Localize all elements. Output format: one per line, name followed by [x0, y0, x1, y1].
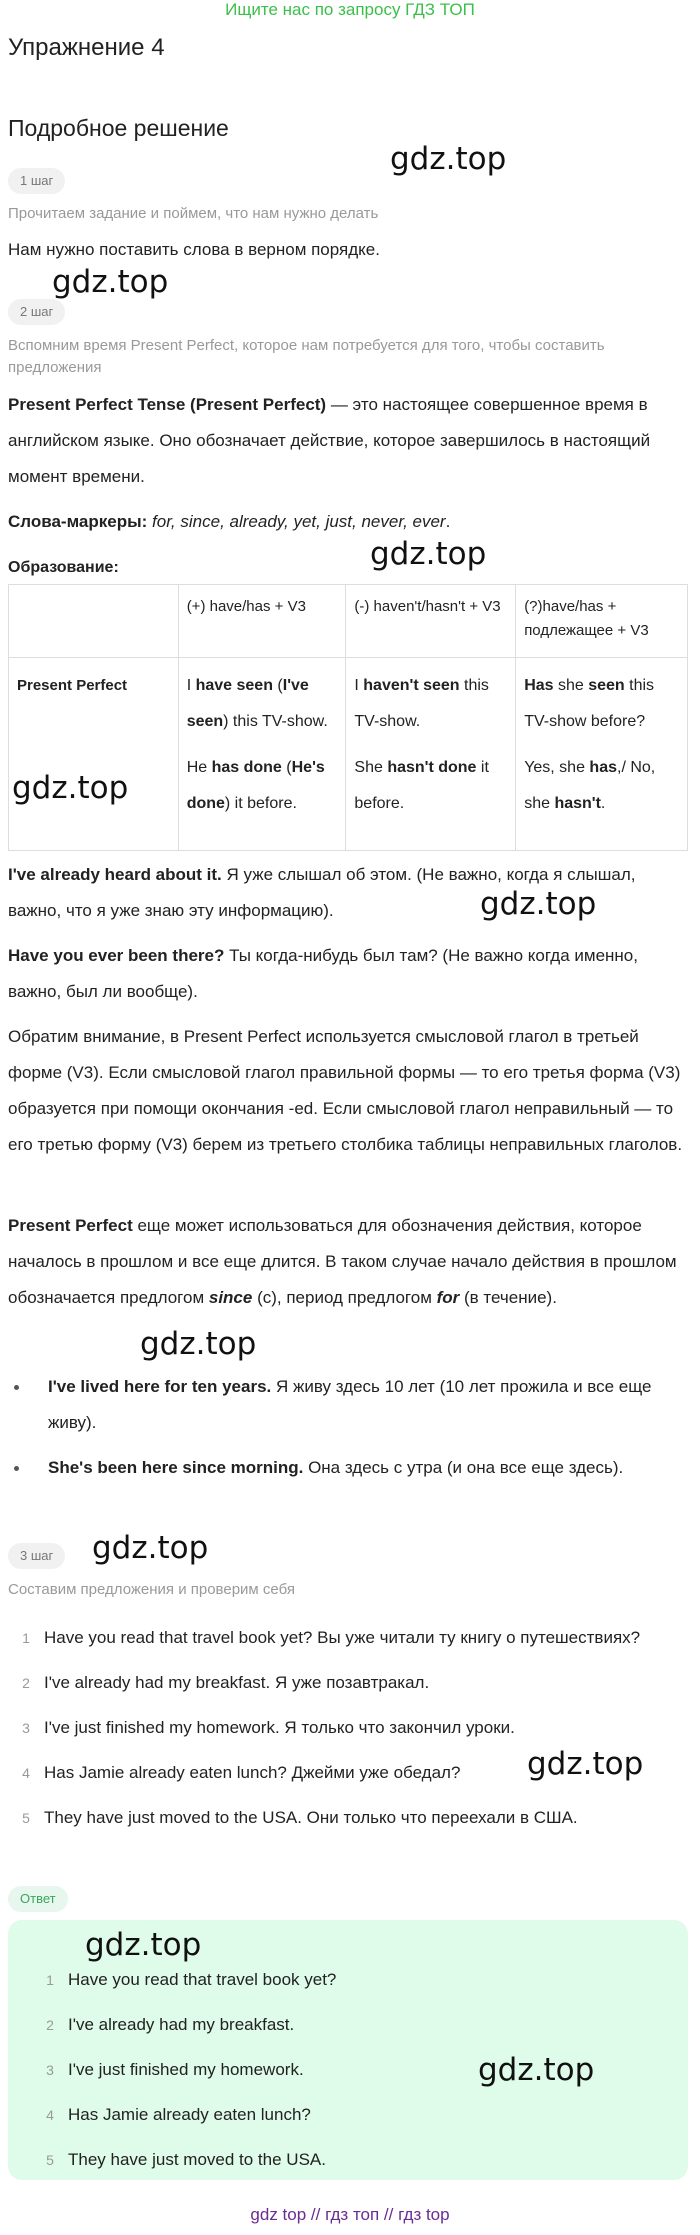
since-word: since — [208, 1288, 253, 1307]
list-item — [32, 1967, 682, 1993]
answer-badge: Ответ — [8, 1886, 68, 1912]
text: she — [553, 677, 589, 694]
list-text: They have just moved to the USA. — [68, 2150, 326, 2169]
present-perfect-table — [8, 584, 688, 851]
text: ( — [281, 759, 292, 776]
formation-label: Образование: — [8, 559, 119, 576]
table-header-empty — [9, 585, 179, 658]
v3-note-paragraph: Обратим внимание, в Present Perfect используется смысловой глагол в третьей форме (V3). Если смысловой глагол правильной формы — то его третья форма (V3) образуется при помощи окончания -ed. Если смысловой глагол неправильный — то его третью форму (V3) берем из третьего столбика таблицы неправильных глаголов. — [8, 1027, 683, 1154]
list-text: Have you read that travel book yet? — [68, 1970, 337, 1989]
list-number: 1 — [22, 1630, 30, 1646]
text: has done — [211, 759, 282, 776]
markers-paragraph: Слова-маркеры: for, since, already, yet, just, never, ever. — [8, 512, 451, 531]
example-2-translation: Ты когда-нибудь был там? (Не важно когда именно, важно, был ли вообще). — [8, 946, 638, 1001]
markers-list: for, since, already, yet, just, never, ever — [152, 512, 446, 531]
example-paragraph-2 — [8, 938, 688, 1010]
question-example-1 — [524, 668, 679, 740]
list-number: 3 — [22, 1720, 30, 1736]
text: еще может использоваться для обозначения действия, которое началось в прошлом и все еще длится. В таком случае начало действия в прошлом обозначается предлогом — [8, 1216, 677, 1307]
list-number: 1 — [46, 1972, 54, 1988]
step-2-badge: 2 шаг — [8, 299, 65, 325]
step-1-badge: 1 шаг — [8, 168, 65, 194]
list-item — [8, 1805, 688, 1831]
footer-links: gdz top // гдз топ // гдз top — [250, 2205, 450, 2224]
for-word: for — [436, 1288, 460, 1307]
text: this TV-show. — [354, 677, 489, 730]
list-item — [8, 1625, 688, 1651]
section-title: Подробное решение — [8, 115, 229, 141]
text: ) it before. — [224, 795, 297, 812]
list-item — [48, 1369, 688, 1441]
watermark: gdz.top — [370, 536, 487, 572]
list-number: 2 — [46, 2017, 54, 2033]
watermark: gdz.top — [527, 1746, 644, 1782]
list-text: They have just moved to the USA. Они только что переехали в США. — [44, 1808, 578, 1827]
list-number: 4 — [46, 2107, 54, 2123]
example-2-english: Have you ever been there? — [8, 946, 225, 965]
text: ,/ No, she — [524, 759, 656, 812]
text: hasn't — [554, 795, 601, 812]
definition-text: — это настоящее совершенное время в английском языке. Оно обозначает действие, которое завершилось в настоящий момент времени. — [8, 395, 651, 486]
list-item — [8, 1715, 688, 1741]
list-text: I've already had my breakfast. — [68, 2015, 295, 2034]
text: I've seen — [186, 677, 309, 730]
table-row — [9, 658, 688, 851]
list-text: Has Jamie already eaten lunch? Джейми уже обедал? — [44, 1763, 461, 1782]
bullet-1-translation: Я живу здесь 10 лет (10 лет прожила и все еще живу). — [48, 1377, 652, 1432]
step-1-hint: Прочитаем задание и поймем, что нам нужно делать — [8, 205, 379, 222]
watermark: gdz.top — [85, 1927, 202, 1963]
example-1-translation: Я уже слышал об этом. (Не важно, когда я слышал, важно, что я уже знаю эту информацию). — [8, 865, 636, 920]
table-cell-negative — [346, 658, 516, 851]
list-item — [32, 2102, 682, 2128]
list-text: I've just finished my homework. Я только что закончил уроки. — [44, 1718, 515, 1737]
watermark: gdz.top — [52, 264, 169, 300]
watermark: gdz.top — [92, 1530, 209, 1566]
exercise-title: Упражнение 4 — [8, 34, 165, 61]
text: . — [600, 795, 606, 812]
list-text: Has Jamie already eaten lunch? — [68, 2105, 311, 2124]
duration-paragraph — [8, 1208, 688, 1316]
negative-example-2 — [354, 750, 507, 822]
step-2-hint: Вспомним время Present Perfect, которое нам потребуется для того, чтобы составить предложения — [8, 337, 605, 376]
text: I — [186, 677, 196, 694]
text: ( — [272, 677, 283, 694]
table-header-row — [9, 585, 688, 658]
list-text: I've just finished my homework. — [68, 2060, 304, 2079]
list-number: 2 — [22, 1675, 30, 1691]
list-item — [8, 1670, 688, 1696]
table-row-label — [9, 658, 179, 851]
bullet-2-translation: Она здесь с утра (и она все еще здесь). — [303, 1458, 624, 1477]
question-example-2 — [524, 750, 679, 822]
list-item — [48, 1450, 688, 1486]
text: Has — [524, 677, 554, 694]
step-3-badge: 3 шаг — [8, 1543, 65, 1569]
text: (в течение). — [459, 1288, 557, 1307]
text: She — [354, 759, 388, 776]
text: hasn't done — [387, 759, 477, 776]
watermark: gdz.top — [140, 1326, 257, 1362]
watermark: gdz.top — [478, 2052, 595, 2088]
row-label-text: Present Perfect — [17, 677, 128, 694]
text: this TV-show before? — [524, 677, 655, 730]
definition-term: Present Perfect Tense (Present Perfect) — [8, 395, 327, 414]
positive-example-2 — [187, 750, 338, 822]
text: it before. — [354, 759, 489, 812]
table-cell-question — [516, 658, 688, 851]
table-header-question: (?)have/has + подлежащее + V3 — [516, 585, 688, 658]
list-item — [32, 2012, 682, 2038]
positive-example-1 — [187, 668, 338, 740]
text: have seen — [195, 677, 273, 694]
list-number: 5 — [46, 2152, 54, 2168]
text: haven't seen — [363, 677, 460, 694]
text: ) this TV-show. — [223, 713, 328, 730]
watermark: gdz.top — [12, 770, 129, 806]
text: seen — [588, 677, 625, 694]
list-number: 4 — [22, 1765, 30, 1781]
list-text: Have you read that travel book yet? Вы уже читали ту книгу о путешествиях? — [44, 1628, 641, 1647]
bullet-1-english: I've lived here for ten years. — [48, 1377, 272, 1396]
definition-paragraph — [8, 387, 688, 495]
watermark: gdz.top — [390, 141, 507, 177]
list-number: 5 — [22, 1810, 30, 1826]
text: He's done — [186, 759, 325, 812]
markers-label: Слова-маркеры: — [8, 512, 148, 531]
bullet-2-english: She's been here since morning. — [48, 1458, 304, 1477]
text: He — [186, 759, 212, 776]
text: I — [354, 677, 364, 694]
watermark: gdz.top — [480, 886, 597, 922]
text: Yes, she — [524, 759, 590, 776]
list-text: I've already had my breakfast. Я уже позавтракал. — [44, 1673, 430, 1692]
table-header-negative: (-) haven't/hasn't + V3 — [346, 585, 516, 658]
table-cell-positive — [178, 658, 346, 851]
duration-term: Present Perfect — [8, 1216, 133, 1235]
table-header-positive: (+) have/has + V3 — [178, 585, 346, 658]
text: has — [589, 759, 617, 776]
step-1-text: Нам нужно поставить слова в верном порядке. — [8, 240, 380, 259]
search-banner: Ищите нас по запросу ГДЗ ТОП — [225, 0, 475, 19]
example-1-english: I've already heard about it. — [8, 865, 222, 884]
negative-example-1 — [354, 668, 507, 740]
list-number: 3 — [46, 2062, 54, 2078]
text: (с), период предлогом — [252, 1288, 437, 1307]
list-item — [32, 2147, 682, 2173]
step-3-hint: Составим предложения и проверим себя — [8, 1581, 295, 1598]
